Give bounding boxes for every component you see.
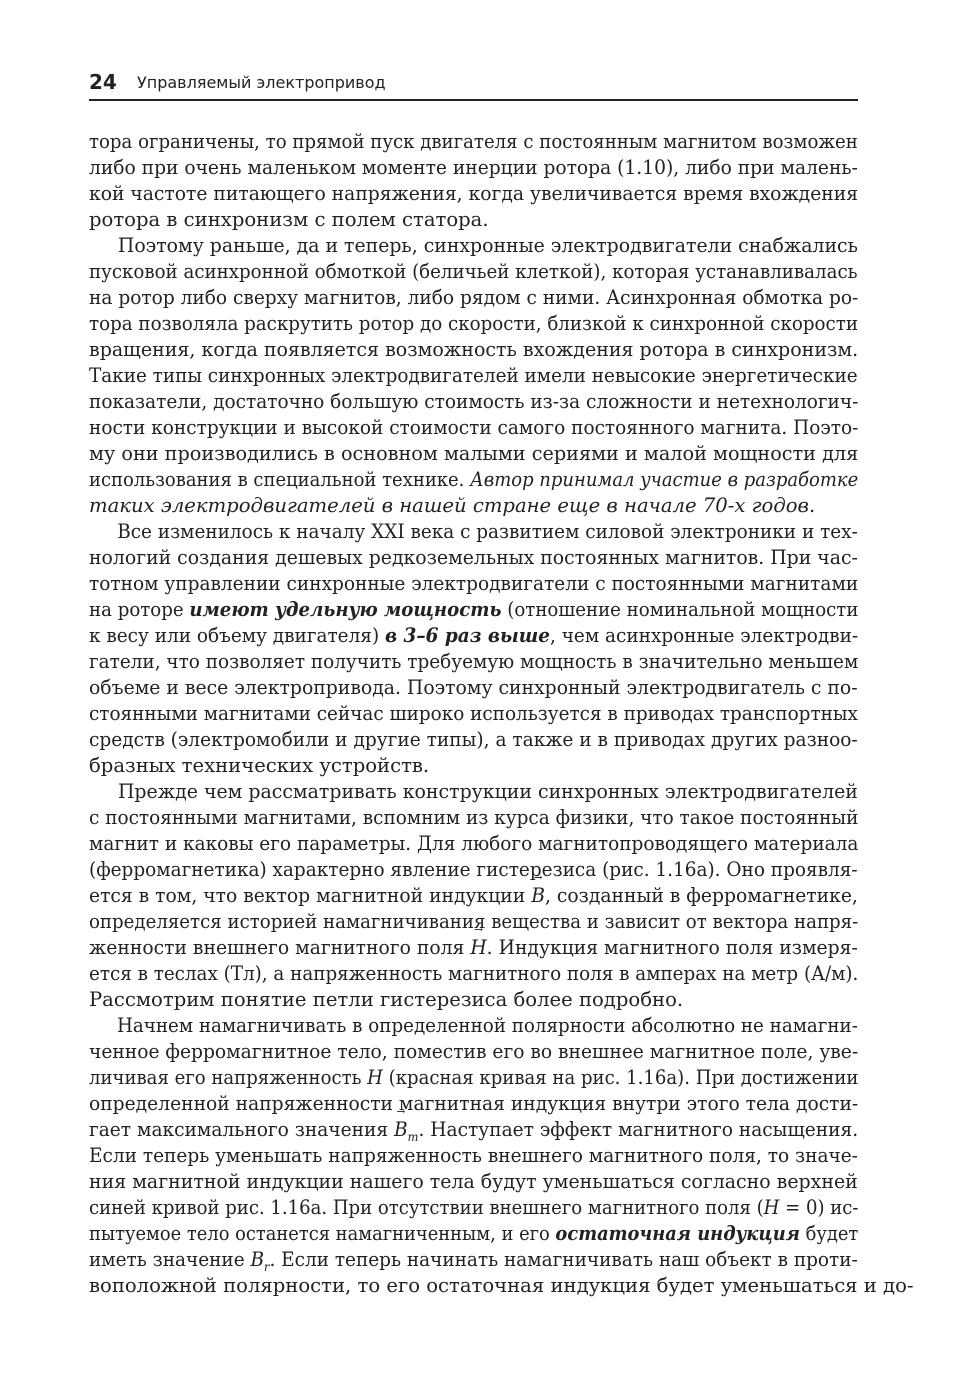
text-line: стоянными магнитами сейчас широко используется в приводах транспортных: [89, 702, 858, 725]
text-run: иметь значение: [89, 1248, 251, 1271]
text-line: Если теперь уменьшать напряженность внешнего магнитного поля, то значе-: [89, 1144, 858, 1167]
text-run: (отношение номинальной мощности: [501, 598, 859, 621]
text-run: будет: [799, 1222, 859, 1245]
subscript-r: r: [264, 1259, 270, 1274]
symbol-Br: B: [250, 1248, 265, 1271]
emphasis-text: имеют удельную мощность: [189, 598, 502, 621]
text-line: Рассмотрим понятие петли гистерезиса более подробно.: [89, 988, 684, 1011]
text-line: Поэтому раньше, да и теперь, синхронные электродвигатели снабжались: [117, 234, 858, 257]
text-line: с постоянными магнитами, вспомним из курса физики, что такое постоянный: [89, 806, 859, 829]
text-run: = 0) ис-: [779, 1196, 859, 1219]
text-line: воположной полярности, то его остаточная индукция будет уменьшаться и до-: [89, 1274, 914, 1297]
text-run: . Если теперь начинать намагничивать наш объект в проти-: [269, 1248, 858, 1271]
text-run: к весу или объему двигателя): [89, 624, 386, 647]
text-line: Начнем намагничивать в определенной полярности абсолютно не намагни-: [116, 1014, 858, 1037]
text-line: [89, 1221, 859, 1247]
text-line: [89, 623, 859, 649]
text-line: бразных технических устройств.: [89, 754, 430, 777]
body-text: [89, 129, 914, 1299]
text-line: пусковой асинхронной обмоткой (беличьей клеткой), которая устанавливалась: [89, 260, 858, 283]
text-run: , созданный в ферромагнетике,: [544, 884, 858, 907]
text-line: определенной напряженности магнитная индукция внутри этого тела дости-: [89, 1092, 859, 1115]
text-line: нологий создания дешевых редкоземельных постоянных магнитов. При час-: [89, 546, 858, 569]
vector-H-symbol: H →: [470, 935, 486, 961]
text-line: ется в теслах (Тл), а напряженность магнитного поля в амперах на метр (А/м).: [89, 962, 859, 985]
text-run: личивая его напряженность: [89, 1066, 368, 1089]
text-line: ния магнитной индукции нашего тела будут уменьшаться согласно верхней: [89, 1170, 858, 1193]
text-line: [89, 1195, 859, 1221]
text-line: на ротор либо сверху магнитов, либо рядом с ними. Асинхронная обмотка ро-: [89, 286, 859, 309]
text-line: кой частоте питающего напряжения, когда увеличивается время вхождения: [89, 182, 859, 205]
text-line: средств (электромобили и другие типы), а также и в приводах других разноо-: [89, 728, 858, 751]
text-line: [89, 1065, 859, 1091]
text-line: либо при очень маленьком моменте инерции ротора (1.10), либо при малень-: [89, 156, 858, 179]
text-line: [89, 467, 859, 493]
text-line: [89, 935, 858, 961]
subscript-m: m: [407, 1129, 419, 1144]
author-note: Автор принимал участие в разработке: [464, 468, 859, 491]
text-line: [89, 493, 858, 519]
text-line: тора ограничены, то прямой пуск двигателя с постоянным магнитом возможен: [89, 130, 858, 153]
vector-B-symbol: B →: [531, 883, 545, 909]
author-note: таких электродвигателей в нашей стране еще в начале 70-х годов.: [89, 494, 816, 517]
text-run: синей кривой рис. 1.16а. При отсутствии внешнего магнитного поля (: [89, 1196, 764, 1219]
text-line: [89, 1117, 859, 1144]
symbol-H: H: [763, 1196, 780, 1219]
text-line: Прежде чем рассматривать конструкции синхронных электродвигателей: [117, 780, 858, 803]
text-line: Такие типы синхронных электродвигателей имели невысокие энергетические: [89, 364, 858, 387]
text-line: вращения, когда появляется возможность вхождения ротора в синхронизм.: [89, 338, 859, 361]
text-line: магнит и каковы его параметры. Для любого магнитопроводящего материала: [89, 832, 859, 855]
text-line: ченное ферромагнитное тело, поместив его во внешнее магнитное поле, уве-: [89, 1040, 859, 1063]
text-line: ротора в синхронизм с полем статора.: [89, 208, 489, 231]
page-number: 24: [89, 70, 117, 94]
text-line: Все изменилось к началу XXI века с развитием силовой электроники и тех-: [117, 520, 858, 543]
text-line: (ферромагнетика) характерно явление гистерезиса (рис. 1.16а). Оно проявля-: [89, 858, 858, 881]
emphasis-text: в 3–6 раз выше: [385, 624, 551, 647]
text-line: [89, 1247, 858, 1274]
text-run: , чем асинхронные электродви-: [550, 624, 859, 647]
running-title: Управляемый электропривод: [137, 73, 386, 92]
symbol-H: H: [367, 1066, 383, 1089]
text-line: объеме и весе электропривода. Поэтому синхронный электродвигатель с по-: [89, 676, 858, 699]
text-run: женности внешнего магнитного поля: [89, 936, 471, 959]
text-line: тотном управлении синхронные электродвигатели с постоянными магнитами: [89, 572, 859, 595]
text-run: . Индукция магнитного поля измеря-: [486, 936, 858, 959]
text-line: гатели, что позволяет получить требуемую мощность в значительно меньшем: [89, 650, 859, 673]
text-line: му они производились в основном малыми сериями и малой мощности для: [89, 442, 859, 465]
text-line: [89, 597, 859, 623]
text-line: показатели, достаточно большую стоимость из-за сложности и нетехнологич-: [89, 390, 859, 413]
text-line: [89, 883, 858, 909]
text-run: гает максимального значения: [89, 1118, 395, 1141]
vector-Bm-symbol: B →: [394, 1117, 408, 1143]
text-run: пытуемое тело останется намагниченным, и его: [89, 1222, 556, 1245]
emphasis-text: остаточная индукция: [555, 1222, 800, 1245]
text-run: (красная кривая на рис. 1.16а). При достижении: [382, 1066, 859, 1089]
text-run: использования в специальной технике.: [89, 468, 465, 491]
text-line: тора позволяла раскрутить ротор до скорости, близкой к синхронной скорости: [89, 312, 859, 335]
running-header: [89, 68, 858, 101]
text-line: определяется историей намагничивания вещества и зависит от вектора напря-: [89, 910, 859, 933]
text-line: ности конструкции и высокой стоимости самого постоянного магнита. Поэто-: [89, 416, 859, 439]
text-run: на роторе: [89, 598, 190, 621]
text-run: ется в том, что вектор магнитной индукции: [89, 884, 532, 907]
text-run: . Наступает эффект магнитного насыщения.: [418, 1118, 859, 1141]
